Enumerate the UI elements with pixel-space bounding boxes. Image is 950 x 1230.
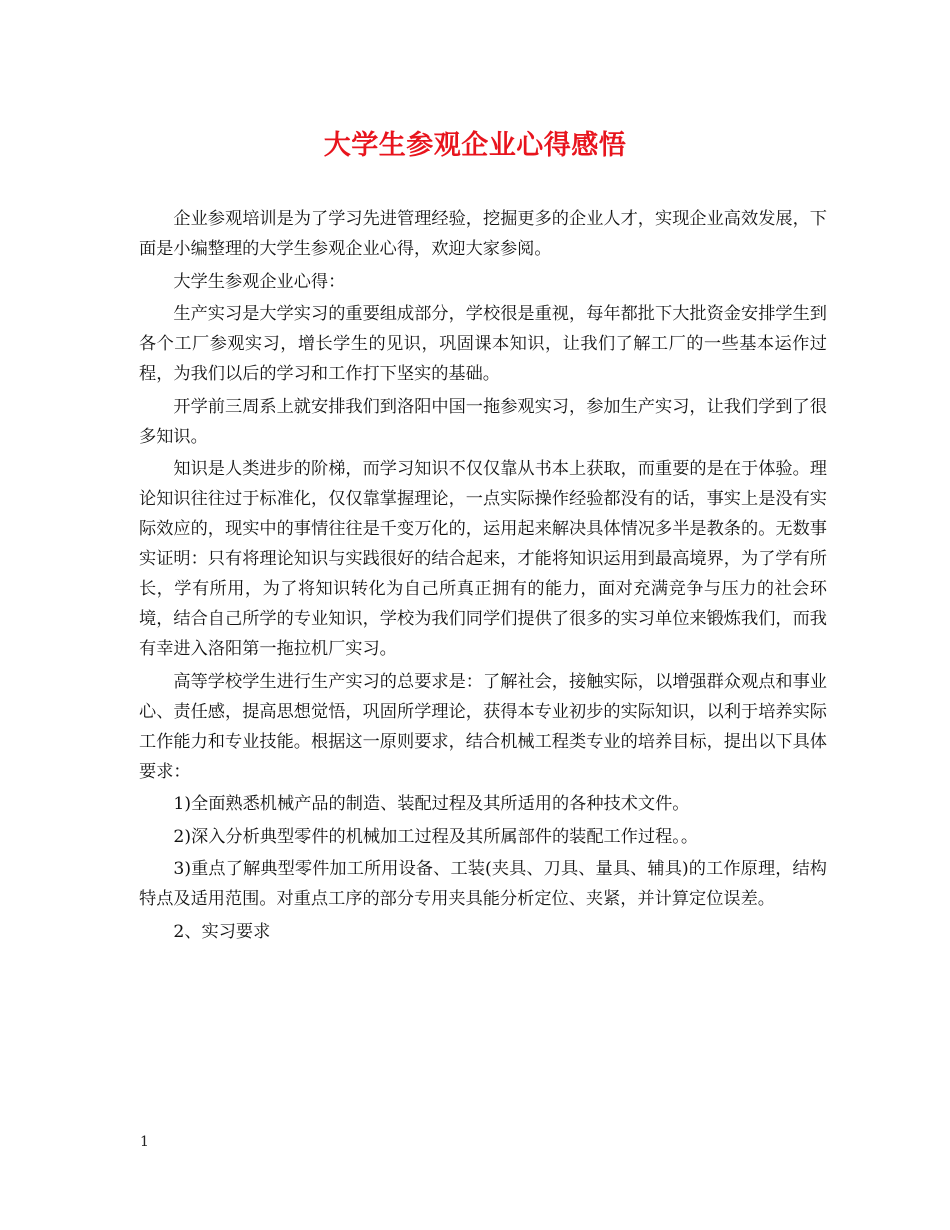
subsection-heading: 2、实习要求 (173, 921, 271, 942)
paragraph: 开学前三周系上就安排我们到洛阳中国一拖参观实习，参加生产实习，让我们学到了很多知识。 (139, 396, 827, 447)
page-number: 1 (140, 1134, 149, 1150)
paragraph-section-heading: 大学生参观企业心得： (173, 271, 346, 292)
document-title: 大学生参观企业心得感悟 (323, 130, 627, 161)
list-item: 1)全面熟悉机械产品的制造、装配过程及其所适用的各种技术文件。 (173, 794, 690, 814)
paragraph-intro: 企业参观培训是为了学习先进管理经验，挖掘更多的企业人才，实现企业高效发展，下面是小编整理的大学生参观企业心得，欢迎大家参阅。 (139, 209, 827, 259)
paragraph: 知识是人类进步的阶梯，而学习知识不仅仅靠从书本上获取，而重要的是在于体验。理论知识往往过于标准化，仅仅靠掌握理论，一点实际操作经验都没有的话，事实上是没有实际效应的，现实中的事情往往是千变万化的，运用起来解决具体情况多半是教条的。无数事实证明：只有将理论知识与实践很好的结合起来，才能将知识运用到最高境界，为了学有所长，学有所用，为了将知识转化为自己所真正拥有的能力，面对充满竞争与压力的社会环境，结合自己所学的专业知识，学校为我们同学们提供了很多的实习单位来锻炼我们，而我有幸进入洛阳第一拖拉机厂实习。 (139, 459, 827, 659)
paragraph: 高等学校学生进行生产实习的总要求是：了解社会，接触实际，以增强群众观点和事业心、责任感，提高思想觉悟，巩固所学理论，获得本专业初步的实际知识，以利于培养实际工作能力和专业技能。根据这一原则要求，结合机械工程类专业的培养目标，提出以下具体要求： (139, 671, 827, 782)
list-item: 2)深入分析典型零件的机械加工过程及其所属部件的装配工作过程。。 (173, 826, 699, 847)
list-item: 3)重点了解典型零件加工所用设备、工装(夹具、刀具、量具、辅具)的工作原理，结构特点及适用范围。对重点工序的部分专用夹具能分析定位、夹紧，并计算定位误差。 (139, 859, 827, 909)
document-body (139, 204, 827, 949)
paragraph: 生产实习是大学实习的重要组成部分，学校很是重视，每年都批下大批资金安排学生到各个工厂参观实习，增长学生的见识，巩固课本知识，让我们了解工厂的一些基本运作过程，为我们以后的学习和工作打下坚实的基础。 (139, 304, 827, 384)
